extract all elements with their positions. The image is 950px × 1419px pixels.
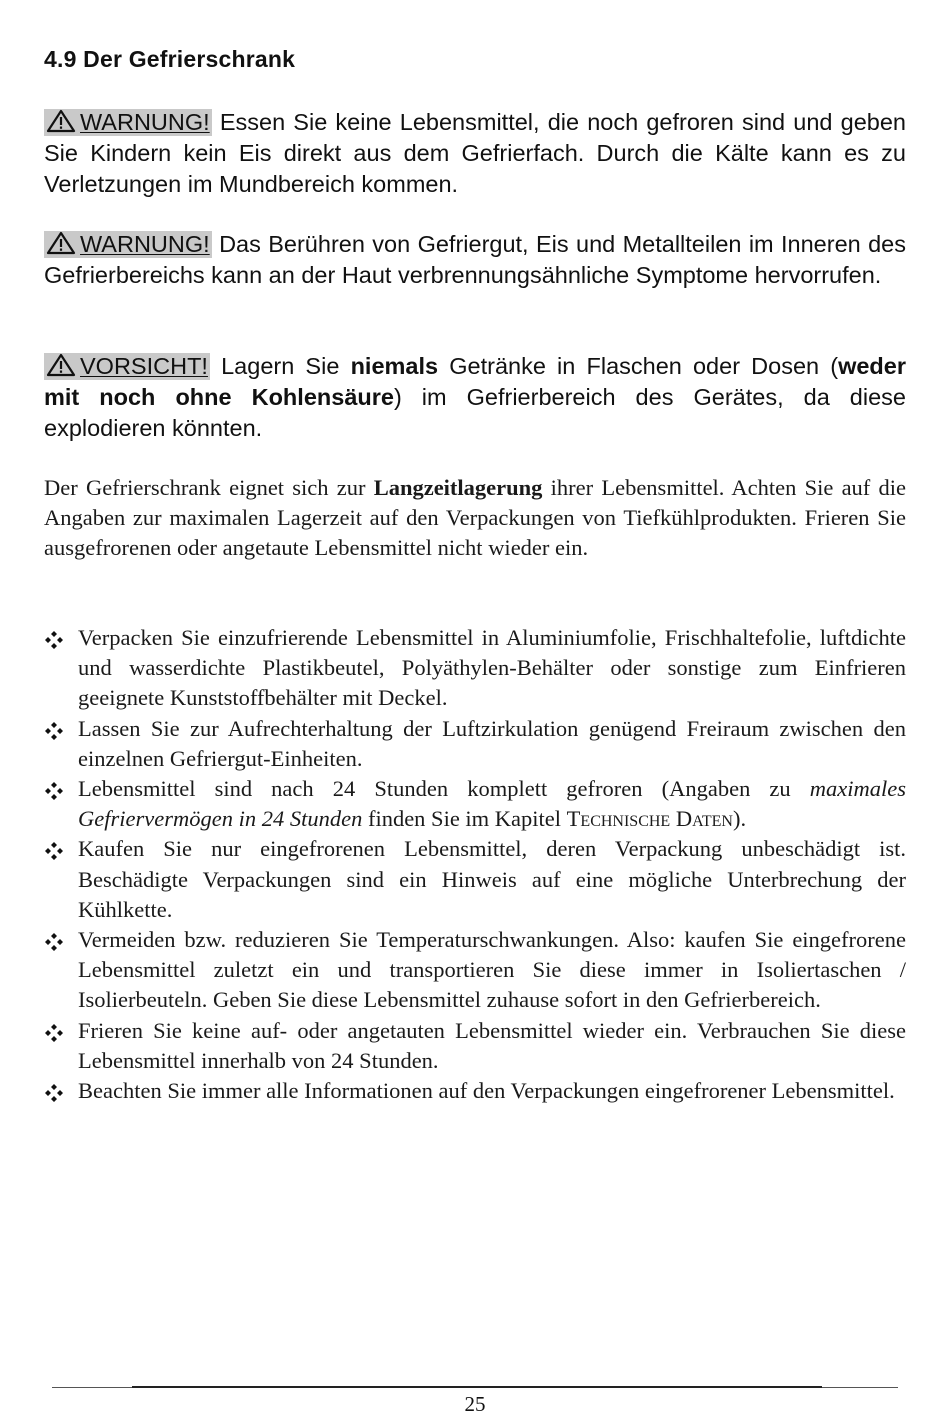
list-item-text: ). — [732, 806, 747, 832]
caution-text-part: Getränke in Flaschen oder Dosen ( — [438, 353, 839, 379]
list-item — [44, 774, 906, 834]
warning-text: Essen Sie keine Lebensmittel, die noch gefroren sind und geben Sie Kindern kein Eis direkt aus dem Gefrierfach. Durch die Kälte kann es zu Verletzungen im Mundbereich kommen. — [44, 109, 906, 197]
list-item — [44, 1076, 906, 1106]
warning-triangle-icon — [46, 231, 80, 255]
warning-badge — [44, 109, 212, 136]
warning-notice-2 — [44, 229, 906, 291]
list-item-text: Lassen Sie zur Aufrechterhaltung der Luftzirkulation genügend Freiraum zwischen den einzelnen Gefriergut-Einheiten. — [78, 715, 906, 771]
intro-bold-part: Langzeitlagerung — [373, 475, 543, 500]
list-item — [44, 623, 906, 714]
list-item-text: Lebensmittel sind nach 24 Stunden komplett gefroren (Angaben zu — [78, 776, 810, 802]
warning-triangle-icon — [46, 353, 80, 377]
four-diamond-bullet-icon — [44, 1083, 64, 1103]
chapter-reference: Technische Daten — [566, 806, 733, 832]
four-diamond-bullet-icon — [44, 630, 64, 650]
list-item — [44, 1016, 906, 1076]
intro-text-part: ihrer Lebensmittel. Achten Sie auf die Angaben zur maximalen Lagerzeit auf den Verpackungen von Tiefkühlprodukten. Frieren Sie ausgefrorenen oder angetaute Lebensmittel nicht wieder ein. — [44, 475, 906, 561]
four-diamond-bullet-icon — [44, 841, 64, 861]
warning-badge — [44, 231, 212, 258]
list-item-text: Frieren Sie keine auf- oder angetauten Lebensmittel wieder ein. Verbrauchen Sie diese Lebensmittel innerhalb von 24 Stunden. — [78, 1017, 906, 1073]
warning-notice-1 — [44, 107, 906, 200]
caution-bold-part: weder mit noch ohne Kohlensäure — [44, 353, 906, 410]
intro-text-part: Der Gefrierschrank eignet sich zur — [44, 475, 374, 500]
list-item-text: Beachten Sie immer alle Informationen auf den Verpackungen eingefrorener Lebensmittel. — [78, 1078, 895, 1104]
warning-label: WARNUNG! — [80, 109, 210, 135]
intro-paragraph — [44, 473, 906, 564]
list-item-text: finden Sie im Kapitel — [362, 806, 567, 832]
four-diamond-bullet-icon — [44, 781, 64, 801]
footer-rule-accent — [132, 1386, 822, 1388]
caution-badge — [44, 353, 210, 380]
warning-triangle-icon — [46, 109, 80, 133]
four-diamond-bullet-icon — [44, 721, 64, 741]
list-item — [44, 925, 906, 1016]
warning-text: Das Berühren von Gefriergut, Eis und Metallteilen im Inneren des Gefrierbereichs kann an der Haut verbrennungsähnliche Symptome hervorrufen. — [44, 231, 906, 288]
list-item-text: Verpacken Sie einzufrierende Lebensmittel in Aluminiumfolie, Frischhaltefolie, luftdichte und wasserdichte Plastikbeutel, Polyäthylen-Behälter oder sonstige zum Einfrieren geeignete Kunststoffbehälter mit Deckel. — [78, 625, 906, 711]
list-item — [44, 714, 906, 774]
section-heading: 4.9 Der Gefrierschrank — [44, 46, 296, 72]
warning-label: WARNUNG! — [80, 231, 210, 257]
list-item-text: Kaufen Sie nur eingefrorenen Lebensmittel, deren Verpackung unbeschädigt ist. Beschädigte Verpackungen sind ein Hinweis auf eine mögliche Unterbrechung der Kühlkette. — [78, 836, 906, 922]
four-diamond-bullet-icon — [44, 932, 64, 952]
caution-notice — [44, 351, 906, 444]
caution-label: VORSICHT! — [80, 353, 208, 379]
caution-text-part: ) im Gefrierbereich des Gerätes, da diese explodieren könnten. — [44, 384, 906, 441]
four-diamond-bullet-icon — [44, 1023, 64, 1043]
caution-bold-part: niemals — [350, 353, 439, 379]
list-item-italic-text: maximales Gefriervermögen in 24 Stunden — [78, 776, 906, 832]
page-number: 25 — [464, 1392, 486, 1416]
tips-list — [44, 623, 906, 1106]
caution-text-part: Lagern Sie — [209, 353, 351, 379]
list-item — [44, 834, 906, 925]
list-item-text: Vermeiden bzw. reduzieren Sie Temperaturschwankungen. Also: kaufen Sie eingefrorene Lebensmittel zuletzt ein und transportieren Sie diese immer in Isoliertaschen / Isolierbeuteln. Geben Sie diese Lebensmittel zuhause sofort in den Gefrierbereich. — [78, 927, 906, 1013]
